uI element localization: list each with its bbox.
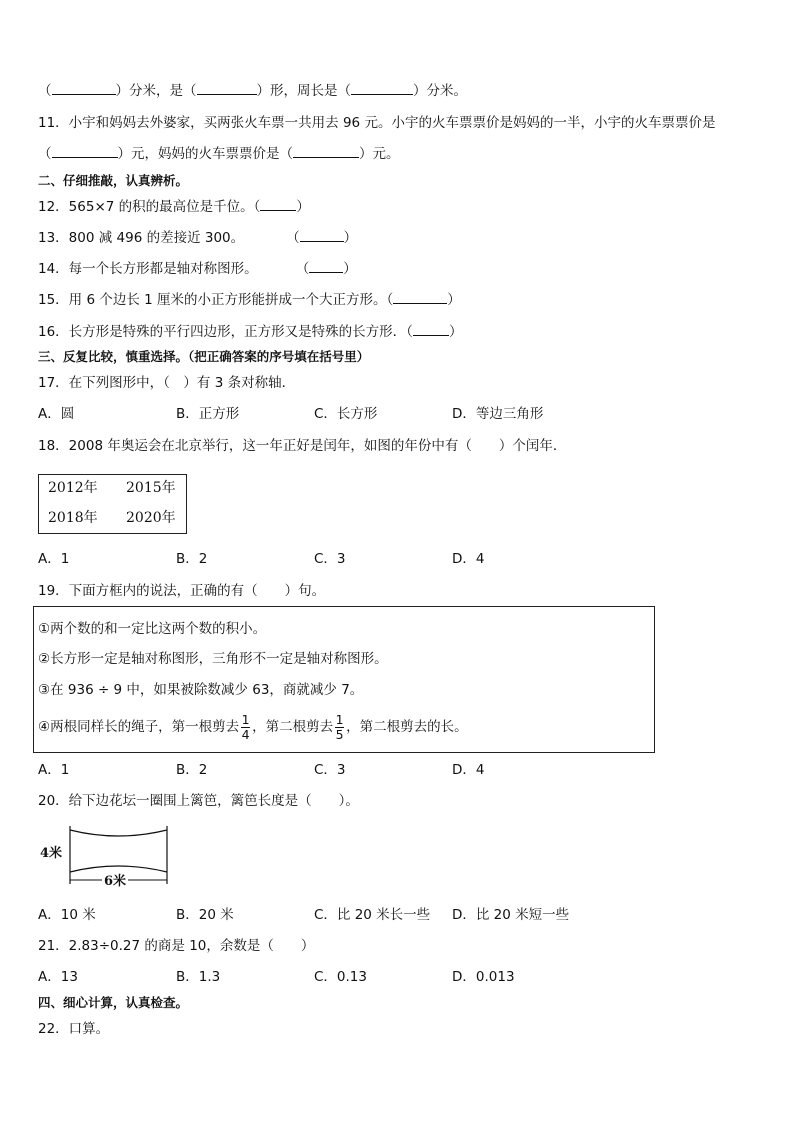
statement-1: ①两个数的和一定比这两个数的积小。 <box>38 621 267 637</box>
answer-blank[interactable] <box>413 323 449 336</box>
option-c[interactable]: C．3 <box>314 551 346 567</box>
question-20: 20．给下边花坛一圈围上篱笆，篱笆长度是（ ）。 <box>38 793 359 809</box>
question-16: 16．长方形是特殊的平行四边形，正方形又是特殊的长方形．（ ） <box>38 324 463 340</box>
year-2020: 2020年 <box>126 510 176 526</box>
option-d[interactable]: D．等边三角形 <box>452 406 544 422</box>
year-2018: 2018年 <box>48 510 98 526</box>
answer-blank[interactable] <box>197 82 257 95</box>
answer-blank[interactable] <box>293 145 359 158</box>
section-3-heading: 三、反复比较，慎重选择。（把正确答案的序号填在括号里） <box>38 349 370 364</box>
option-d[interactable]: D．比 20 米短一些 <box>452 907 570 923</box>
answer-blank[interactable] <box>300 229 344 242</box>
question-11-line1: 11．小宇和妈妈去外婆家，买两张火车票一共用去 96 元。小宇的火车票票价是妈妈的一半，小宇的火车票票价是 <box>38 115 716 131</box>
fraction-one-quarter: $\frac{1}{4}$ <box>241 711 250 742</box>
option-c[interactable]: C．0.13 <box>314 969 367 985</box>
width-label: 4米 <box>40 846 63 861</box>
question-17: 17．在下列图形中，（ ）有 3 条对称轴． <box>38 375 296 391</box>
answer-blank[interactable] <box>309 260 343 273</box>
question-14: 14．每一个长方形都是轴对称图形。 （ ） <box>38 261 357 277</box>
section-2-heading: 二、仔细推敲，认真辨析。 <box>38 173 189 188</box>
option-b[interactable]: B．20 米 <box>176 907 234 923</box>
option-a[interactable]: A．10 米 <box>38 907 96 923</box>
option-b[interactable]: B．2 <box>176 551 208 567</box>
question-19: 19．下面方框内的说法，正确的有（ ）句。 <box>38 583 326 599</box>
option-a[interactable]: A．圆 <box>38 406 75 422</box>
option-b[interactable]: B．正方形 <box>176 406 240 422</box>
option-d[interactable]: D．4 <box>452 551 485 567</box>
option-c[interactable]: C．比 20 米长一些 <box>314 907 431 923</box>
year-2012: 2012年 <box>48 480 98 496</box>
section-4-heading: 四、细心计算，认真检查。 <box>38 995 189 1010</box>
option-b[interactable]: B．1.3 <box>176 969 221 985</box>
fraction-one-fifth: $\frac{1}{5}$ <box>335 711 344 742</box>
answer-blank[interactable] <box>393 291 447 304</box>
answer-blank[interactable] <box>351 82 413 95</box>
option-c[interactable]: C．长方形 <box>314 406 378 422</box>
answer-blank[interactable] <box>260 198 296 211</box>
option-d[interactable]: D．0.013 <box>452 969 515 985</box>
question-12: 12．565×7 的积的最高位是千位。（ ） <box>38 199 310 215</box>
option-d[interactable]: D．4 <box>452 762 485 778</box>
statement-3: ③在 936 ÷ 9 中，如果被除数减少 63，商就减少 7。 <box>38 682 364 698</box>
year-2015: 2015年 <box>126 480 176 496</box>
option-b[interactable]: B．2 <box>176 762 208 778</box>
question-18: 18．2008 年奥运会在北京举行，这一年正好是闰年，如图的年份中有（ ）个闰年． <box>38 438 567 454</box>
length-label: 6米 <box>104 874 127 889</box>
option-a[interactable]: A．1 <box>38 762 70 778</box>
question-21: 21．2.83÷0.27 的商是 10，余数是（ ） <box>38 938 315 954</box>
answer-blank[interactable] <box>52 145 118 158</box>
option-a[interactable]: A．1 <box>38 551 70 567</box>
q10-tail: （ ）分米，是（ ）形，周长是（ ）分米。 <box>38 83 467 99</box>
option-a[interactable]: A．13 <box>38 969 78 985</box>
question-11-line2: （ ）元，妈妈的火车票票价是（ ）元。 <box>38 146 400 162</box>
statement-4: ④两根同样长的绳子，第一根剪去 $\frac{1}{4}$ ，第二根剪去 $\frac{1}{5}$ ，第二根剪去的长。 <box>38 711 468 742</box>
option-c[interactable]: C．3 <box>314 762 346 778</box>
question-15: 15．用 6 个边长 1 厘米的小正方形能拼成一个大正方形。（ ） <box>38 292 461 308</box>
question-13: 13．800 减 496 的差接近 300。 （ ） <box>38 230 358 246</box>
question-22: 22．口算。 <box>38 1021 110 1037</box>
statement-2: ②长方形一定是轴对称图形，三角形不一定是轴对称图形。 <box>38 651 388 667</box>
answer-blank[interactable] <box>52 82 116 95</box>
